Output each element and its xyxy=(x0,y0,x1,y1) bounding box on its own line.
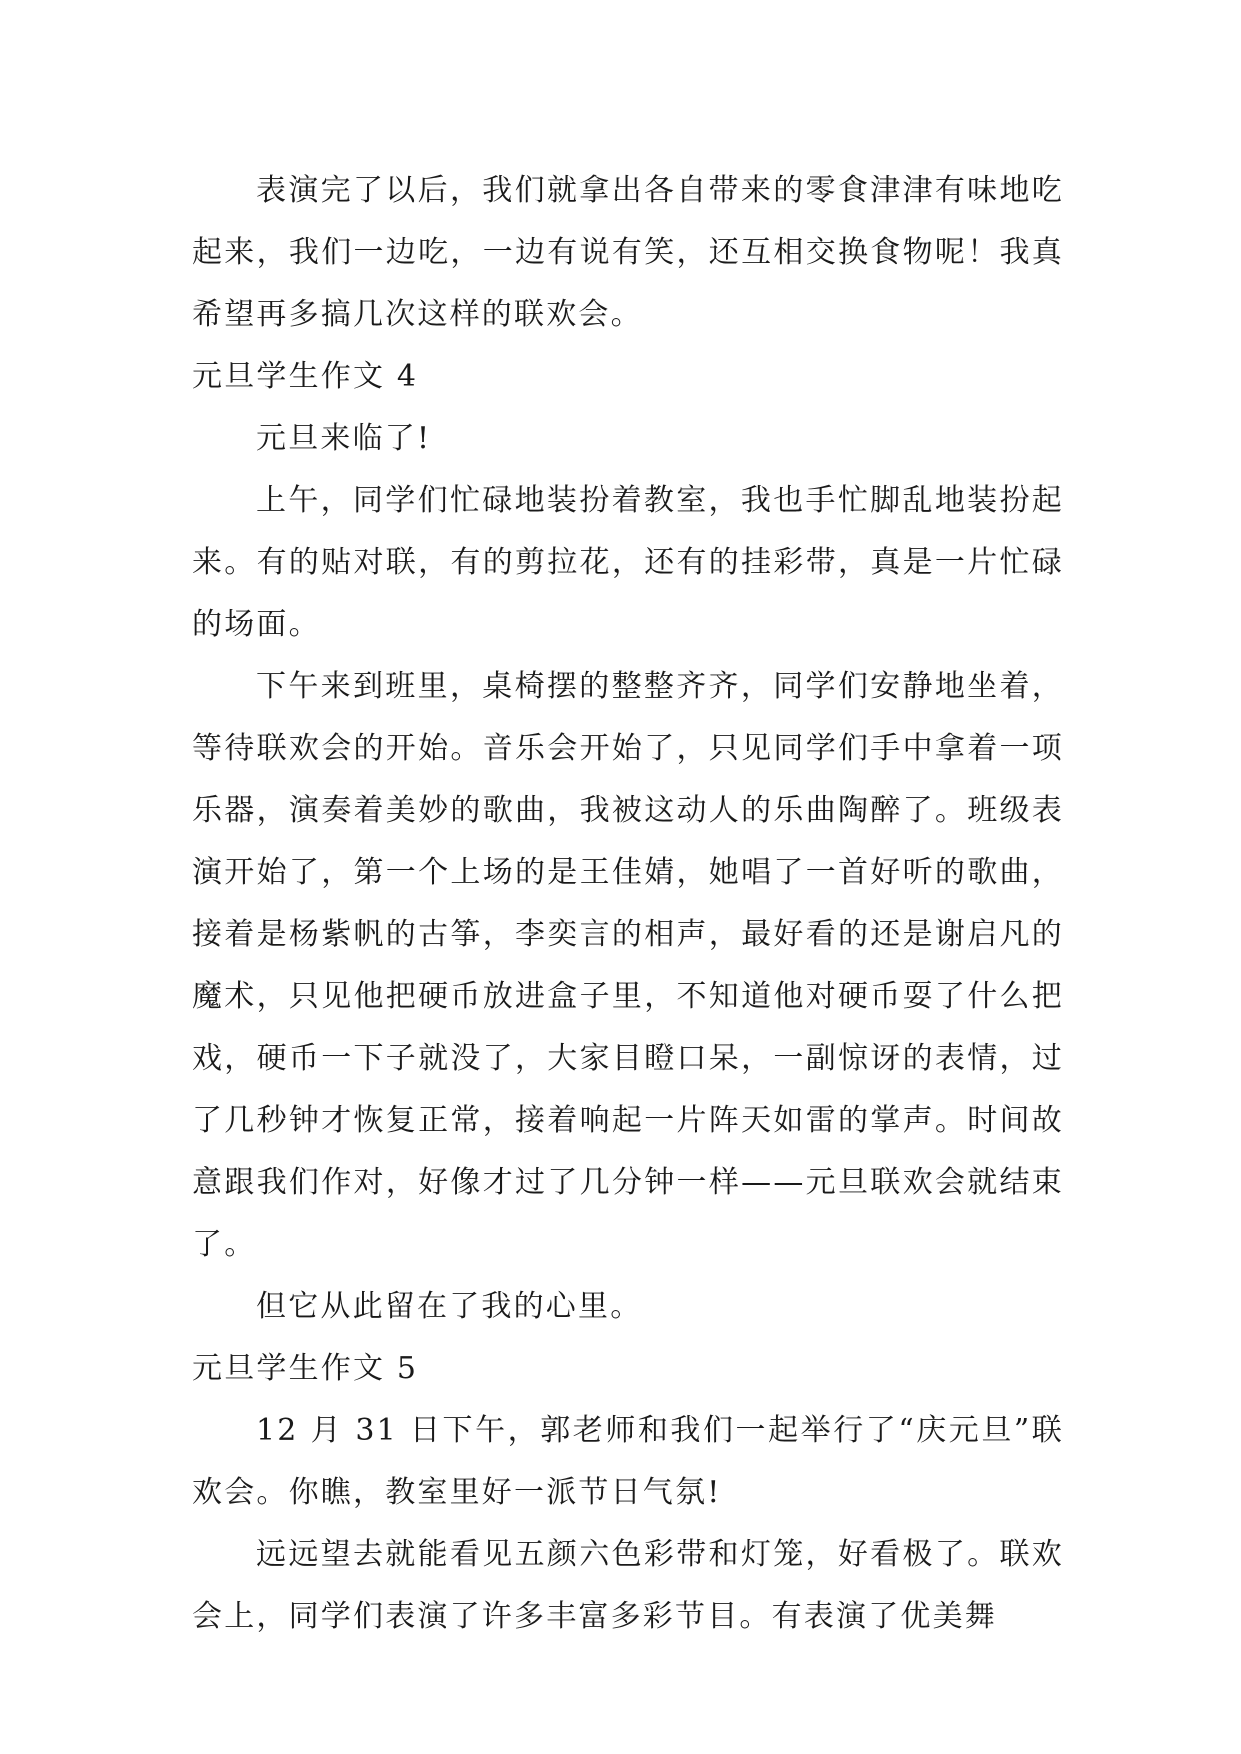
essay-5-title: 元旦学生作文 5 xyxy=(192,1351,419,1386)
document-body xyxy=(192,160,1064,1648)
para-after-performance: 表演完了以后，我们就拿出各自带来的零食津津有味地吃起来，我们一边吃，一边有说有笑，还互相交换食物呢！我真希望再多搞几次这样的联欢会。 xyxy=(192,173,1064,332)
essay-4-para-3: 下午来到班里，桌椅摆的整整齐齐，同学们安静地坐着，等待联欢会的开始。音乐会开始了，只见同学们手中拿着一项乐器，演奏着美妙的歌曲，我被这动人的乐曲陶醉了。班级表演开始了，第一个上场的是王佳婧，她唱了一首好听的歌曲，接着是杨紫帆的古筝，李奕言的相声，最好看的还是谢启凡的魔术，只见他把硬币放进盒子里，不知道他对硬币耍了什么把戏，硬币一下子就没了，大家目瞪口呆，一副惊讶的表情，过了几秒钟才恢复正常，接着响起一片阵天如雷的掌声。时间故意跟我们作对，好像才过了几分钟一样——元旦联欢会就结束了。 xyxy=(192,669,1064,1262)
essay-4-para-2: 上午，同学们忙碌地装扮着教室，我也手忙脚乱地装扮起来。有的贴对联，有的剪拉花，还有的挂彩带，真是一片忙碌的场面。 xyxy=(192,483,1064,642)
essay-4-para-1: 元旦来临了! xyxy=(256,421,432,456)
essay-5-para-1: 12 月 31 日下午，郭老师和我们一起举行了“庆元旦”联欢会。你瞧，教室里好一派节日气氛! xyxy=(192,1413,1064,1510)
essay-5-para-2: 远远望去就能看见五颜六色彩带和灯笼，好看极了。联欢会上，同学们表演了许多丰富多彩节目。有表演了优美舞 xyxy=(192,1537,1064,1634)
essay-4-title: 元旦学生作文 4 xyxy=(192,359,419,394)
essay-4-para-4: 但它从此留在了我的心里。 xyxy=(256,1289,643,1324)
